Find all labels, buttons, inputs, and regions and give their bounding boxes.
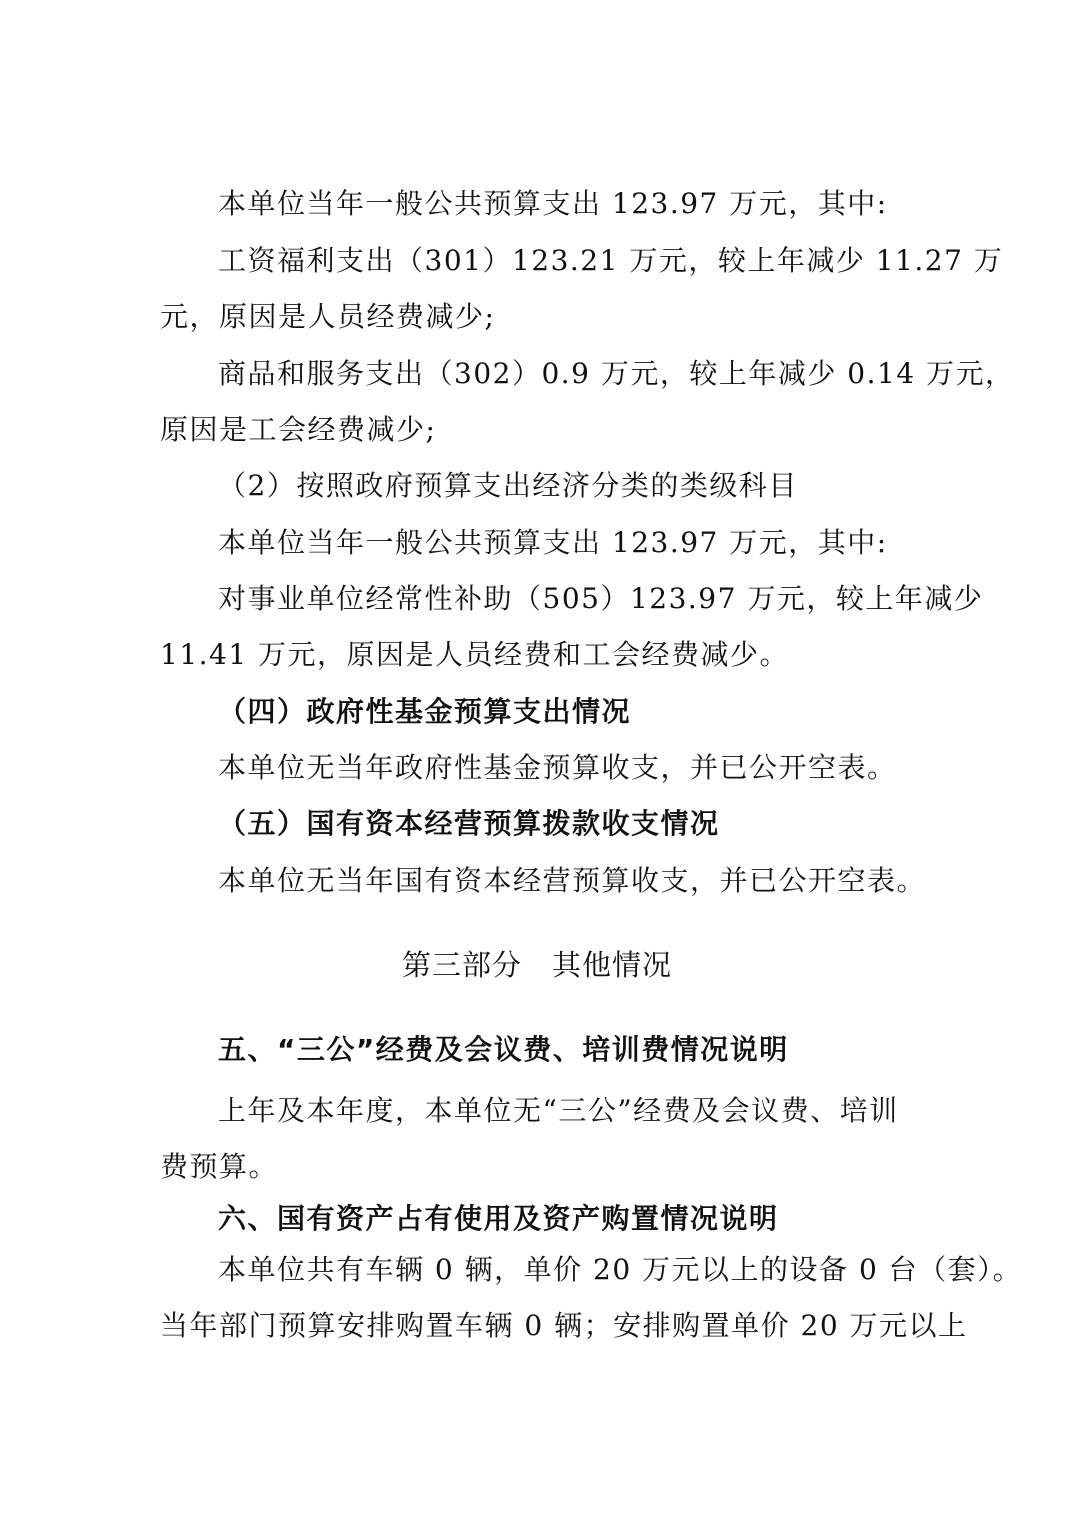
paragraph-three-public-line-1: 上年及本年度，本单位无“三公”经费及会议费、培训 [218, 1094, 899, 1127]
paragraph-state-capital: 本单位无当年国有资本经营预算收支，并已公开空表。 [218, 864, 927, 897]
heading-three-public-expenses: 五、“三公”经费及会议费、培训费情况说明 [218, 1033, 789, 1066]
paragraph-goods-services-line-2: 原因是工会经费减少; [160, 413, 437, 446]
paragraph-goods-services-line-1: 商品和服务支出（302）0.9 万元，较上年减少 0.14 万元， [218, 357, 1015, 390]
paragraph-subsidy-line-1: 对事业单位经常性补助（505）123.97 万元，较上年减少 [218, 582, 984, 615]
heading-state-assets: 六、国有资产占有使用及资产购置情况说明 [218, 1202, 779, 1235]
paragraph-assets-line-1: 本单位共有车辆 0 辆，单价 20 万元以上的设备 0 台（套）。 [218, 1253, 1023, 1286]
paragraph-government-fund: 本单位无当年政府性基金预算收支，并已公开空表。 [218, 751, 897, 784]
heading-government-fund: （四）政府性基金预算支出情况 [218, 695, 632, 728]
part-three-title: 第三部分 其他情况 [401, 948, 672, 982]
paragraph-salary-line-2: 元，原因是人员经费减少; [160, 300, 496, 333]
heading-state-capital: （五）国有资本经营预算拨款收支情况 [218, 807, 720, 840]
paragraph-general-budget-total-2: 本单位当年一般公共预算支出 123.97 万元，其中: [218, 526, 888, 559]
paragraph-salary-line-1: 工资福利支出（301）123.21 万元，较上年减少 11.27 万 [218, 244, 1004, 277]
paragraph-three-public-line-2: 费预算。 [160, 1150, 279, 1183]
paragraph-economic-classification: （2）按照政府预算支出经济分类的类级科目 [218, 469, 798, 502]
paragraph-assets-line-2: 当年部门预算安排购置车辆 0 辆；安排购置单价 20 万元以上 [160, 1309, 968, 1342]
paragraph-general-budget-total: 本单位当年一般公共预算支出 123.97 万元，其中: [218, 187, 888, 220]
paragraph-subsidy-line-2: 11.41 万元，原因是人员经费和工会经费减少。 [160, 638, 790, 671]
